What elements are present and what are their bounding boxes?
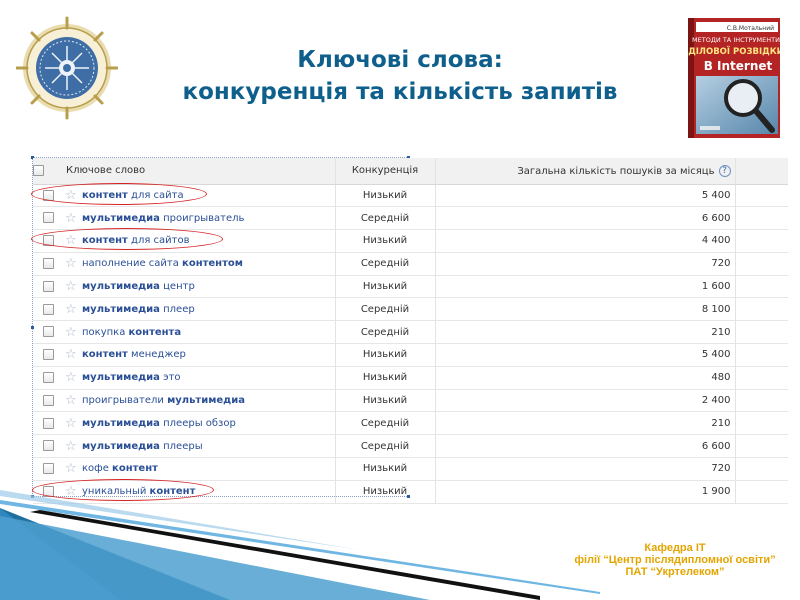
book-cover-image	[688, 18, 780, 138]
header-competition-label: Конкуренція	[351, 165, 419, 177]
volume-cell: 720	[435, 252, 735, 275]
row-spacer-cell	[735, 344, 788, 367]
row-checkbox-cell	[33, 344, 63, 367]
row-spacer-cell	[735, 412, 788, 435]
keyword-bold-term: мультимедиа	[82, 417, 160, 429]
keyword-bold-term: контент	[82, 349, 128, 361]
header-competition[interactable]	[335, 158, 435, 184]
highlight-ellipse	[31, 228, 223, 250]
row-checkbox[interactable]	[43, 349, 54, 360]
row-checkbox-cell	[33, 458, 63, 481]
table-row[interactable]	[33, 298, 788, 321]
table-header-row	[33, 158, 788, 184]
star-icon[interactable]: ☆	[65, 279, 77, 295]
keyword-bold-term: контент	[112, 463, 158, 475]
volume-cell: 210	[435, 321, 735, 344]
volume-cell: 210	[435, 412, 735, 435]
competition-cell: Середній	[335, 252, 435, 275]
keyword-bold-term: мультимедиа	[167, 395, 246, 407]
row-checkbox[interactable]	[43, 212, 54, 223]
row-spacer-cell	[735, 435, 788, 458]
keyword-cell	[63, 275, 335, 298]
keyword-prefix: кофе	[82, 463, 113, 475]
header-spacer	[735, 158, 788, 184]
keyword-prefix: наполнение сайта	[82, 258, 183, 270]
keyword-suffix: это	[159, 372, 181, 384]
keyword-cell	[63, 412, 335, 435]
keyword-link[interactable]	[82, 441, 203, 452]
keyword-cell	[63, 458, 335, 481]
keyword-link[interactable]	[82, 349, 186, 360]
keyword-suffix: проигрыватель	[159, 212, 245, 224]
highlight-ellipse	[31, 183, 207, 205]
volume-cell: 1 900	[435, 480, 735, 503]
keyword-bold-term: мультимедиа	[82, 212, 160, 224]
keyword-link[interactable]	[82, 281, 195, 292]
competition-cell: Середній	[335, 207, 435, 230]
keyword-cell	[63, 321, 335, 344]
header-keyword-label: Ключове слово	[66, 165, 146, 177]
competition-cell: Середній	[335, 298, 435, 321]
keyword-link[interactable]	[82, 418, 236, 429]
row-checkbox-cell	[33, 207, 63, 230]
row-checkbox[interactable]	[43, 258, 54, 269]
volume-cell: 8 100	[435, 298, 735, 321]
slide-title-line-2: конкуренція та кількість запитів	[182, 79, 618, 105]
keyword-suffix: плеер	[159, 303, 195, 315]
table-row[interactable]	[33, 412, 788, 435]
competition-cell: Низький	[335, 366, 435, 389]
star-icon[interactable]: ☆	[65, 301, 77, 317]
table-row[interactable]	[33, 344, 788, 367]
row-checkbox[interactable]	[43, 440, 54, 451]
header-volume[interactable]	[435, 158, 735, 184]
keyword-planner-table	[33, 158, 788, 498]
row-checkbox-cell	[33, 298, 63, 321]
keyword-cell	[63, 298, 335, 321]
keyword-table	[33, 158, 788, 504]
row-checkbox-cell	[33, 435, 63, 458]
table-row[interactable]	[33, 321, 788, 344]
star-icon[interactable]: ☆	[65, 415, 77, 431]
row-checkbox-cell	[33, 366, 63, 389]
star-icon[interactable]: ☆	[65, 256, 77, 272]
competition-cell: Середній	[335, 412, 435, 435]
row-spacer-cell	[735, 321, 788, 344]
keyword-bold-term: контент	[82, 189, 128, 201]
row-checkbox[interactable]	[43, 326, 54, 337]
competition-cell: Низький	[335, 275, 435, 298]
volume-cell: 6 600	[435, 207, 735, 230]
keyword-suffix: менеджер	[127, 349, 186, 361]
volume-cell: 2 400	[435, 389, 735, 412]
keyword-link[interactable]	[82, 258, 243, 269]
select-all-checkbox[interactable]	[33, 165, 44, 176]
footer-line-1: Кафедра ІТ	[644, 542, 706, 554]
star-icon[interactable]: ☆	[65, 233, 77, 249]
row-spacer-cell	[735, 366, 788, 389]
row-spacer-cell	[735, 207, 788, 230]
competition-cell: Середній	[335, 321, 435, 344]
keyword-bold-term: мультимедиа	[82, 281, 160, 293]
keyword-suffix: центр	[159, 281, 195, 293]
keyword-link[interactable]	[82, 327, 181, 338]
competition-cell: Низький	[335, 230, 435, 253]
star-icon[interactable]: ☆	[65, 210, 77, 226]
keyword-link[interactable]	[82, 395, 245, 406]
keyword-suffix: плееры	[159, 440, 203, 452]
slide-title	[110, 44, 690, 108]
star-icon[interactable]: ☆	[65, 370, 77, 386]
keyword-suffix: плееры обзор	[159, 417, 236, 429]
row-spacer-cell	[735, 184, 788, 207]
row-checkbox-cell	[33, 252, 63, 275]
row-checkbox-cell	[33, 412, 63, 435]
keyword-cell	[63, 389, 335, 412]
book-title-line-2: ДІЛОВОЇ РОЗВІДКИ	[688, 47, 780, 57]
book-author: С.В.Мотальний	[726, 25, 774, 32]
row-checkbox[interactable]	[43, 395, 54, 406]
row-checkbox[interactable]	[43, 463, 54, 474]
star-icon[interactable]: ☆	[65, 347, 77, 363]
keyword-link[interactable]	[82, 304, 195, 315]
book-title-line-3: В Internet	[703, 59, 773, 73]
keyword-link[interactable]	[82, 213, 244, 224]
volume-cell: 5 400	[435, 344, 735, 367]
row-spacer-cell	[735, 230, 788, 253]
keyword-link[interactable]	[82, 463, 158, 474]
keyword-suffix: для сайтов	[127, 235, 190, 247]
star-icon[interactable]: ☆	[65, 393, 77, 409]
keyword-bold-term: мультимедиа	[82, 440, 160, 452]
row-spacer-cell	[735, 458, 788, 481]
volume-cell: 4 400	[435, 230, 735, 253]
keyword-suffix: для сайта	[127, 189, 184, 201]
row-spacer-cell	[735, 275, 788, 298]
table-row[interactable]	[33, 252, 788, 275]
footer-credit	[540, 542, 800, 578]
row-checkbox[interactable]	[43, 281, 54, 292]
keyword-prefix: проигрыватели	[82, 395, 168, 407]
help-icon[interactable]: ?	[719, 165, 731, 177]
header-checkbox-cell	[33, 158, 63, 184]
keyword-bold-term: контента	[128, 326, 182, 338]
competition-cell: Низький	[335, 389, 435, 412]
star-icon[interactable]: ☆	[65, 438, 77, 454]
university-seal-logo	[16, 14, 118, 122]
table-row[interactable]	[33, 207, 788, 230]
competition-cell: Низький	[335, 458, 435, 481]
star-icon[interactable]: ☆	[65, 484, 77, 500]
keyword-link[interactable]	[82, 372, 181, 383]
volume-cell: 1 600	[435, 275, 735, 298]
row-checkbox[interactable]	[43, 418, 54, 429]
volume-cell: 720	[435, 458, 735, 481]
keyword-bold-term: мультимедиа	[82, 372, 160, 384]
header-volume-label: Загальна кількість пошуків за місяць	[517, 165, 715, 177]
star-icon[interactable]: ☆	[65, 324, 77, 340]
row-spacer-cell	[735, 389, 788, 412]
keyword-cell	[63, 344, 335, 367]
keyword-bold-term: контент	[82, 235, 128, 247]
footer-line-3: ПАТ “Укртелеком”	[625, 566, 725, 578]
table-row[interactable]	[33, 389, 788, 412]
keyword-cell	[63, 252, 335, 275]
keyword-bold-term: мультимедиа	[82, 303, 160, 315]
row-spacer-cell	[735, 252, 788, 275]
book-title-line-1: МЕТОДИ ТА ІНСТРУМЕНТИ	[692, 36, 780, 44]
keyword-bold-term: контентом	[182, 258, 243, 270]
row-checkbox[interactable]	[43, 372, 54, 383]
row-checkbox-cell	[33, 389, 63, 412]
volume-cell: 6 600	[435, 435, 735, 458]
slide-title-line-1: Ключові слова:	[297, 47, 503, 73]
star-icon[interactable]: ☆	[65, 461, 77, 477]
table-row[interactable]	[33, 366, 788, 389]
competition-cell: Середній	[335, 435, 435, 458]
row-checkbox-cell	[33, 321, 63, 344]
keyword-bold-term: контент	[149, 486, 196, 498]
table-row[interactable]	[33, 275, 788, 298]
volume-cell: 480	[435, 366, 735, 389]
keyword-cell	[63, 207, 335, 230]
competition-cell: Низький	[335, 480, 435, 503]
competition-cell: Низький	[335, 344, 435, 367]
keyword-prefix: покупка	[82, 326, 129, 338]
table-row[interactable]	[33, 458, 788, 481]
header-keyword[interactable]	[63, 158, 335, 184]
keyword-cell	[63, 366, 335, 389]
keyword-cell	[63, 435, 335, 458]
footer-line-2: філії “Центр післядипломної освіти”	[574, 554, 776, 566]
competition-cell: Низький	[335, 184, 435, 207]
row-checkbox-cell	[33, 275, 63, 298]
row-checkbox[interactable]	[43, 304, 54, 315]
volume-cell: 5 400	[435, 184, 735, 207]
table-row[interactable]	[33, 435, 788, 458]
keyword-prefix: уникальный	[82, 486, 150, 498]
row-spacer-cell	[735, 298, 788, 321]
star-icon[interactable]: ☆	[65, 187, 77, 203]
